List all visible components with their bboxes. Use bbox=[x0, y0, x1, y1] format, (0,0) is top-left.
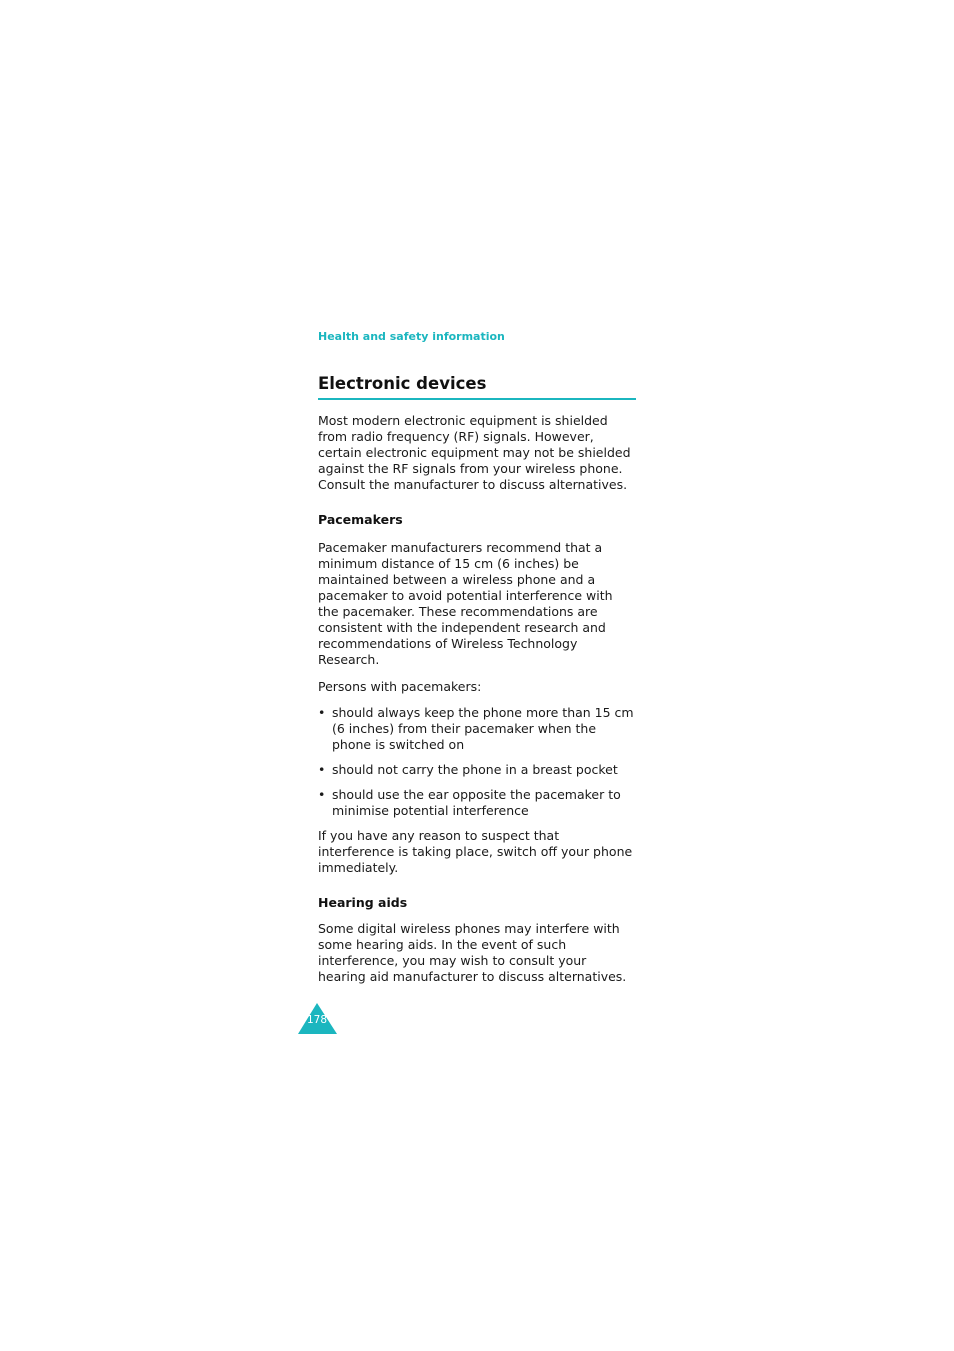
bullet-icon: • bbox=[318, 787, 326, 802]
pacemaker-bullet-list bbox=[318, 705, 636, 819]
list-item-text: should always keep the phone more than 15 cm (6 inches) from their pacemaker when the phone is switched on bbox=[332, 705, 634, 752]
title-block bbox=[318, 373, 636, 400]
interference-paragraph: If you have any reason to suspect that interference is taking place, switch off your phone immediately. bbox=[318, 828, 633, 875]
page-number-tab bbox=[298, 1003, 338, 1035]
section-header: Health and safety information bbox=[318, 330, 505, 343]
list-item bbox=[318, 762, 636, 778]
list-item-text: should not carry the phone in a breast pocket bbox=[332, 762, 618, 777]
list-item-text: should use the ear opposite the pacemaker to minimise potential interference bbox=[332, 787, 621, 818]
bullet-icon: • bbox=[318, 762, 326, 777]
list-item bbox=[318, 705, 636, 753]
list-item bbox=[318, 787, 636, 819]
pacemakers-paragraph: Pacemaker manufacturers recommend that a minimum distance of 15 cm (6 inches) be maintained between a wireless phone and a pacemaker to avoid potential interference with the pacemaker. These recommendations are consistent with the independent research and recommendations of Wireless Technology Research. bbox=[318, 540, 613, 667]
page-number: 178 bbox=[306, 1014, 328, 1026]
intro-paragraph: Most modern electronic equipment is shielded from radio frequency (RF) signals. However, certain electronic equipment may not be shielded against the RF signals from your wireless phone. Consult the manufacturer to discuss alternatives. bbox=[318, 413, 631, 492]
pacemakers-intro-line: Persons with pacemakers: bbox=[318, 679, 482, 694]
bullet-icon: • bbox=[318, 705, 326, 720]
hearing-aids-heading: Hearing aids bbox=[318, 895, 408, 910]
page-content bbox=[318, 329, 636, 985]
hearing-aids-paragraph: Some digital wireless phones may interfere with some hearing aids. In the event of such interference, you may wish to consult your hearing aid manufacturer to discuss alternatives. bbox=[318, 921, 627, 984]
pacemakers-heading: Pacemakers bbox=[318, 512, 403, 527]
page-title: Electronic devices bbox=[318, 374, 487, 393]
